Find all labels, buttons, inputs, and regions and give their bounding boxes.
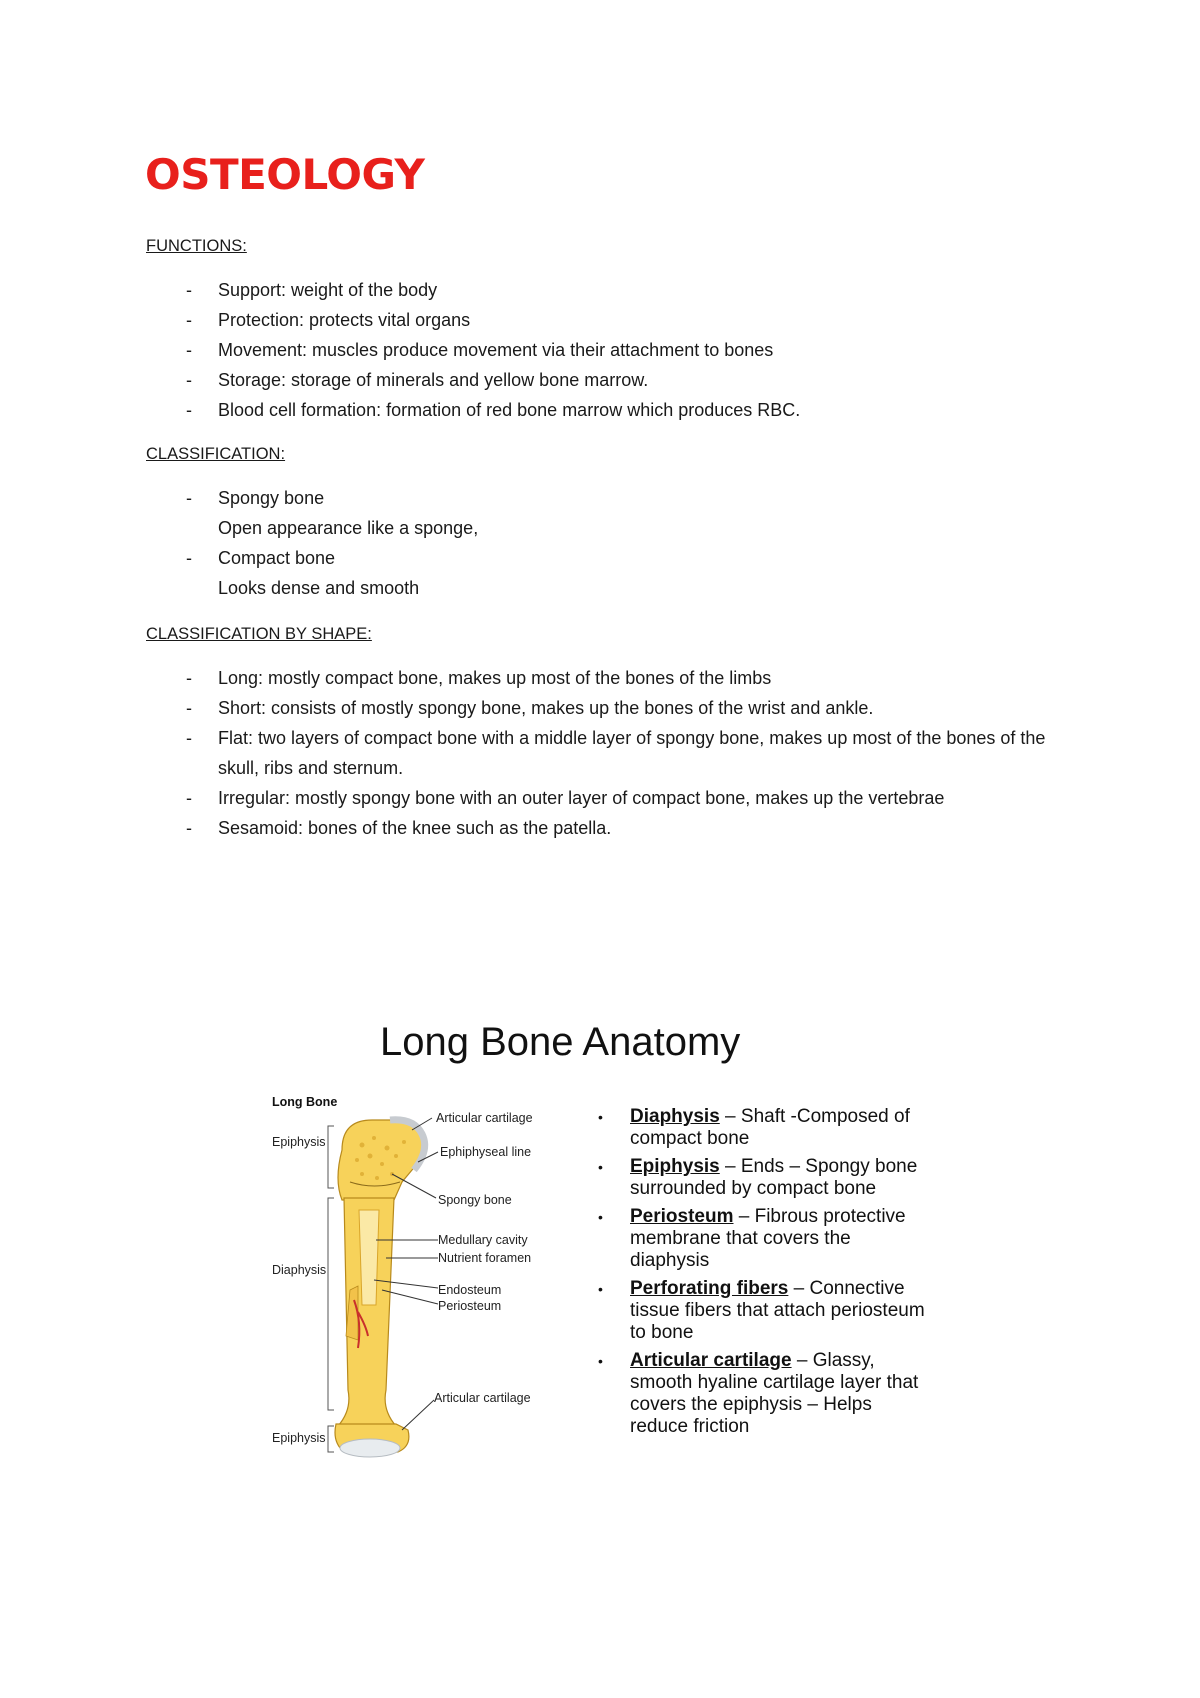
page-title: OSTEOLOGY [145,150,425,199]
definition-text: – Ends – Spongy bone surrounded by compact bone [630,1156,918,1199]
bullet-icon: • [598,1281,603,1297]
definitions-list [598,1106,928,1444]
bullet-icon: • [598,1209,603,1225]
bullet-icon: • [598,1159,603,1175]
bullet-icon: • [598,1109,603,1125]
definition-item [598,1278,928,1344]
list-item-label: Compact bone [218,548,336,568]
label-articular-cartilage-top: Articular cartilage [436,1111,533,1125]
label-medullary-cavity: Medullary cavity [438,1233,528,1247]
definition-item [598,1106,928,1150]
list-item: - Short: consists of mostly spongy bone, makes up the bones of the wrist and ankle. [146,693,1076,723]
definition-term: Periosteum [630,1206,734,1227]
definition-item [598,1350,928,1438]
list-item: - Sesamoid: bones of the knee such as the patella. [146,813,1076,843]
label-epiphysis-bottom: Epiphysis [272,1431,326,1445]
shape-heading: CLASSIFICATION BY SHAPE: [146,625,372,643]
definition-term: Diaphysis [630,1106,720,1127]
definition-text: – Glassy, smooth hyaline cartilage layer that covers the epiphysis – Helps reduce friction [630,1350,919,1437]
shape-list [146,663,1076,843]
long-bone-figure [262,1090,562,1470]
classification-list [146,483,1076,603]
list-item-detail: Open appearance like a sponge, [218,518,479,538]
definition-term: Perforating fibers [630,1278,789,1299]
list-item: - Flat: two layers of compact bone with a middle layer of spongy bone, makes up most of the bones of the skull, ribs and sternum. [146,723,1076,783]
classification-heading: CLASSIFICATION: [146,445,286,463]
list-item-label: Spongy bone [218,488,325,508]
diagram-title: Long Bone Anatomy [380,1020,741,1064]
label-periosteum: Periosteum [438,1299,502,1313]
list-item: - Blood cell formation: formation of red bone marrow which produces RBC. [146,395,1076,425]
list-item [146,483,1076,543]
list-item: - Storage: storage of minerals and yellow bone marrow. [146,365,1076,395]
functions-heading: FUNCTIONS: [146,237,247,255]
functions-list [146,275,1076,425]
definition-text: – Fibrous protective membrane that covers the diaphysis [630,1206,906,1271]
label-articular-cartilage-bottom: Articular cartilage [434,1391,531,1405]
list-item: - Long: mostly compact bone, makes up most of the bones of the limbs [146,663,1076,693]
bone-illustration [335,1120,425,1457]
list-item [146,543,1076,603]
list-item-detail: Looks dense and smooth [218,578,420,598]
label-spongy-bone: Spongy bone [438,1193,512,1207]
label-endosteum: Endosteum [438,1283,502,1297]
list-item: - Protection: protects vital organs [146,305,1076,335]
definition-item [598,1206,928,1272]
label-epiphyseal-line: Ephiphyseal line [440,1145,532,1159]
list-item: - Irregular: mostly spongy bone with an outer layer of compact bone, makes up the vertebrae [146,783,1076,813]
definition-text: – Connective tissue fibers that attach periosteum to bone [630,1278,925,1343]
label-nutrient-foramen: Nutrient foramen [438,1251,532,1265]
region-brackets [328,1126,334,1452]
figure-caption: Long Bone [272,1095,338,1109]
list-item: - Support: weight of the body [146,275,1076,305]
label-epiphysis-top: Epiphysis [272,1135,326,1149]
definition-text: – Shaft -Composed of compact bone [630,1106,910,1149]
definition-term: Articular cartilage [630,1350,792,1371]
definition-item [598,1156,928,1200]
definition-term: Epiphysis [630,1156,720,1177]
label-diaphysis: Diaphysis [272,1263,327,1277]
list-item: - Movement: muscles produce movement via their attachment to bones [146,335,1076,365]
bullet-icon: • [598,1353,603,1369]
